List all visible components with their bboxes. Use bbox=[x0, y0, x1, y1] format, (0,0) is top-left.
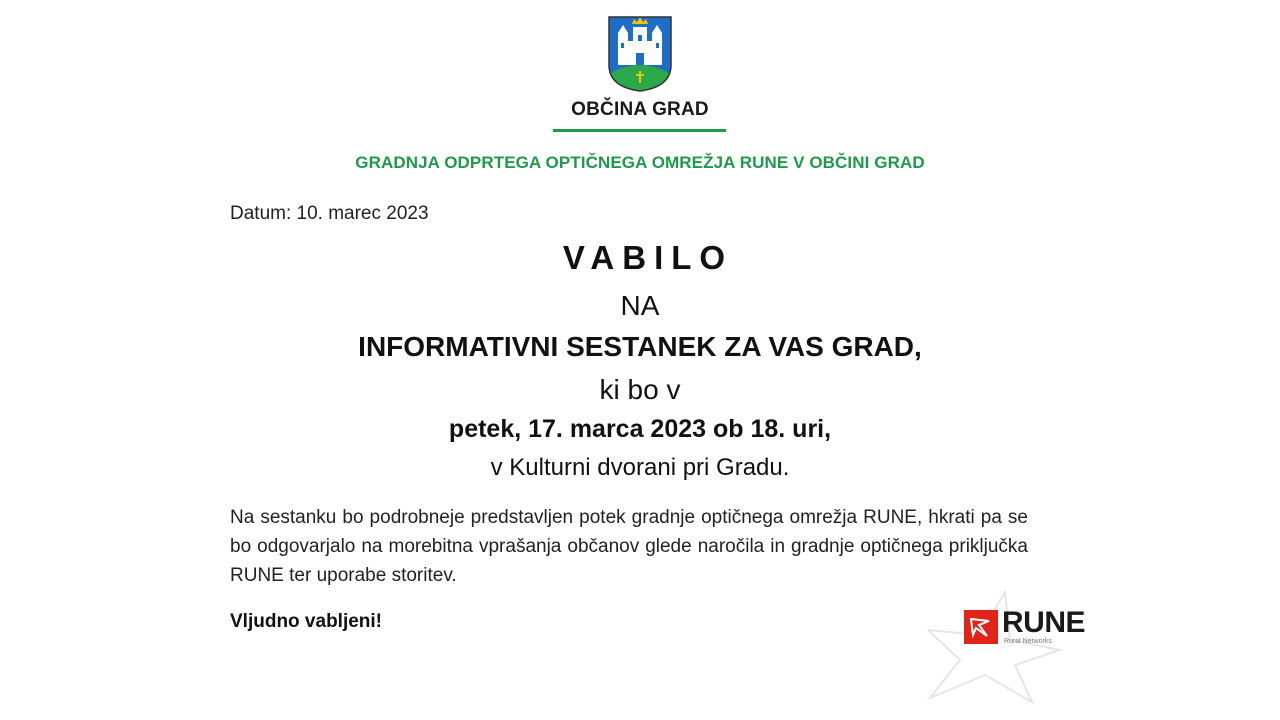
rune-wordmark: RUNE bbox=[1002, 606, 1086, 639]
rune-mark-icon bbox=[964, 610, 998, 644]
closing-line: Vljudno vabljeni! bbox=[230, 611, 383, 632]
project-title: GRADNJA ODPRTEGA OPTIČNEGA OMREŽJA RUNE V OBČINI GRAD bbox=[355, 153, 925, 172]
event-name: INFORMATIVNI SESTANEK ZA VAS GRAD, bbox=[358, 331, 922, 362]
invitation-title: VABILO bbox=[562, 239, 734, 276]
event-datetime: petek, 17. marca 2023 ob 18. uri, bbox=[448, 415, 832, 443]
rune-logo bbox=[964, 606, 1084, 648]
municipality-name: OBČINA GRAD bbox=[571, 99, 709, 120]
event-location: v Kulturni dvorani pri Gradu. bbox=[490, 454, 790, 481]
event-connector: ki bo v bbox=[599, 374, 681, 405]
body-paragraph: Na sestanku bo podrobneje predstavljen potek gradnje optičnega omrežja RUNE, hkrati pa se bo odgovarjalo na morebitna vprašanja občanov glede naročila in gradnje optičnega priključka RUNE ter uporabe storitev. bbox=[230, 507, 1028, 586]
invitation-na: NA bbox=[620, 290, 660, 321]
header-divider bbox=[553, 129, 726, 132]
rune-tagline: Rural Networks bbox=[1004, 638, 1052, 645]
document-date: Datum: 10. marec 2023 bbox=[230, 203, 429, 224]
coat-of-arms-icon bbox=[607, 15, 673, 93]
